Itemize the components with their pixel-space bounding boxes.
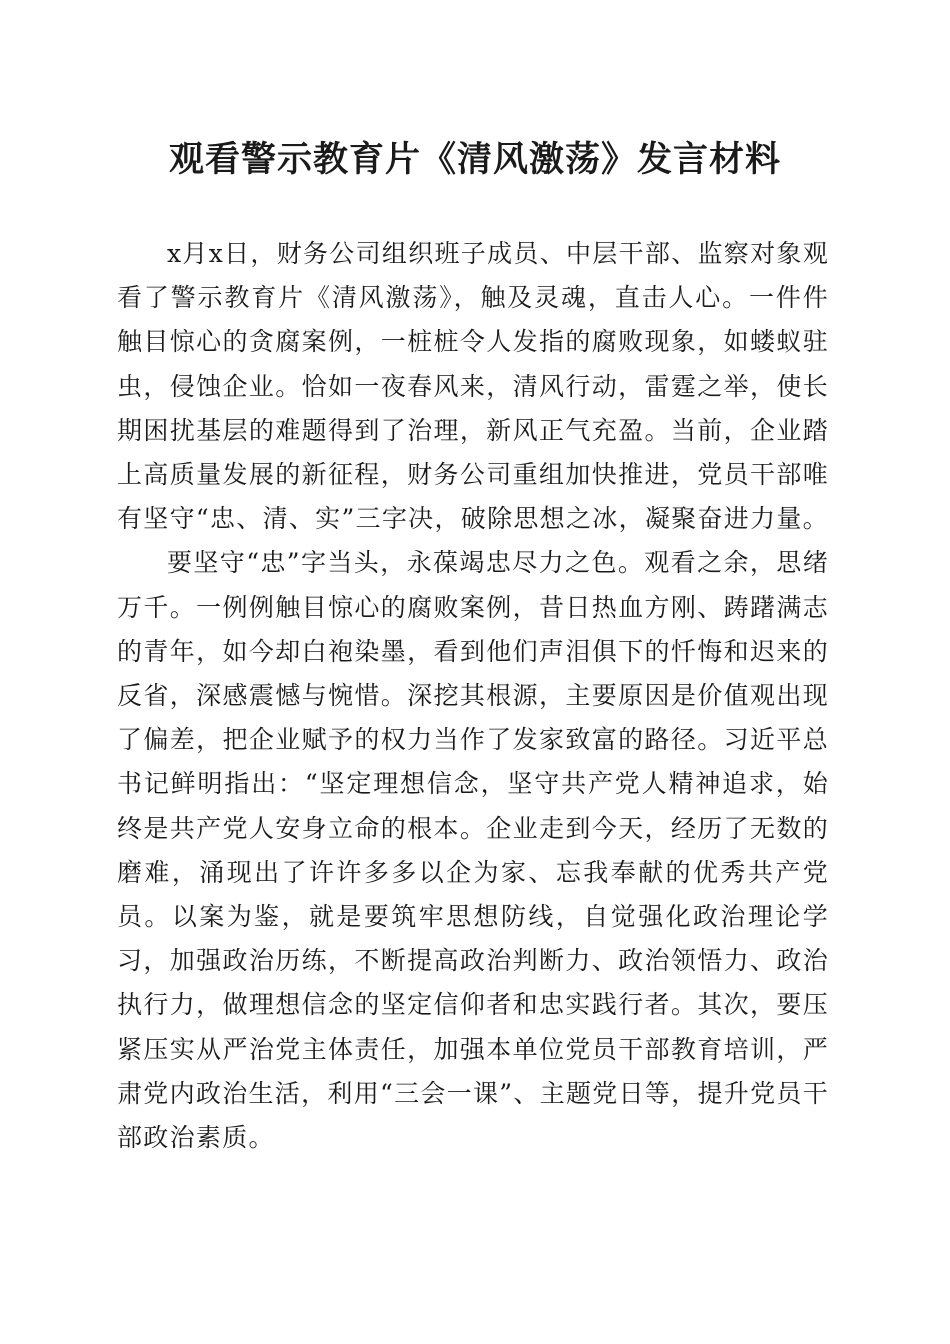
document-body (117, 232, 829, 1160)
paragraph-intro: x月x日，财务公司组织班子成员、中层干部、监察对象观看了警示教育片《清风激荡》，触及灵魂，直击人心。一件件触目惊心的贪腐案例，一桩桩令人发指的腐败现象，如蝼蚁驻虫，侵蚀企业。恰如一夜春风来，清风行动，雷霆之举，使长期困扰基层的难题得到了治理，新风正气充盈。当前，企业踏上高质量发展的新征程，财务公司重组加快推进，党员干部唯有坚守“忠、清、实”三字决，破除思想之冰，凝聚奋进力量。 (117, 239, 830, 534)
paragraph-loyalty: 要坚守“忠”字当头，永葆竭忠尽力之色。观看之余，思绪万千。一例例触目惊心的腐败案例，昔日热血方刚、踌躇满志的青年，如今却白袍染墨，看到他们声泪俱下的忏悔和迟来的反省，深感震憾与惋惜。深挖其根源，主要原因是价值观出现了偏差，把企业赋予的权力当作了发家致富的路径。习近平总书记鲜明指出：“坚定理想信念，坚守共产党人精神追求，始终是共产党人安身立命的根本。企业走到今天，经历了无数的磨难，涌现出了许许多多以企为家、忘我奉献的优秀共产党员。以案为鉴，就是要筑牢思想防线，自觉强化政治理论学习，加强政治历练，不断提高政治判断力、政治领悟力、政治执行力，做理想信念的坚定信仰者和忠实践行者。其次，要压紧压实从严治党主体责任，加强本单位党员干部教育培训，严肃党内政治生活，利用“三会一课”、主题党日等，提升党员干部政治素质。 (117, 548, 829, 1153)
document-title: 观看警示教育片《清风激荡》发言材料 (168, 139, 781, 180)
